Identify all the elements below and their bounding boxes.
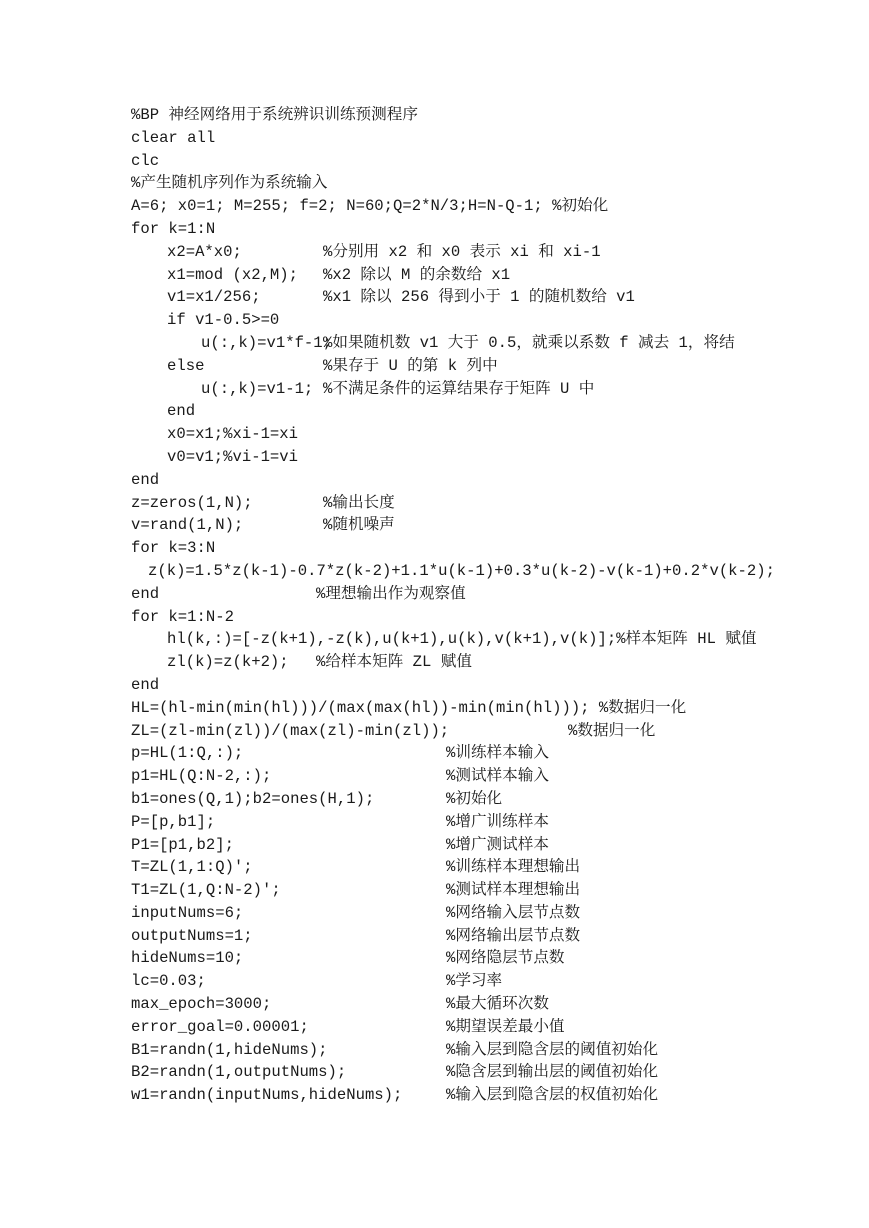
code-text: for k=1:N: [131, 219, 216, 238]
code-comment: %训练样本输入: [446, 744, 549, 763]
code-line: [0, 355, 869, 378]
code-line: [0, 856, 869, 879]
code-line: [0, 560, 869, 583]
code-text: for k=3:N: [131, 539, 216, 558]
code-comment: %隐含层到输出层的阈值初始化: [446, 1063, 659, 1082]
code-line: [0, 788, 869, 811]
code-text: P=[p,b1];: [131, 812, 216, 831]
code-text: v0=v1;%vi-1=vi: [167, 447, 299, 466]
code-line: [0, 446, 869, 469]
code-comment: %期望误差最小值: [446, 1017, 565, 1036]
code-text: %产生随机序列作为系统输入: [131, 174, 328, 193]
code-text: error_goal=0.00001;: [131, 1017, 309, 1036]
code-text: end: [131, 470, 160, 489]
code-line: [0, 309, 869, 332]
code-line: [0, 583, 869, 606]
code-text: z=zeros(1,N);: [131, 493, 253, 512]
code-text: x1=mod (x2,M);: [167, 265, 299, 284]
code-comment: %增广训练样本: [446, 812, 549, 831]
code-line: [0, 674, 869, 697]
code-text: if v1-0.5>=0: [167, 311, 280, 330]
code-text: clear all: [131, 128, 216, 147]
code-line: [0, 879, 869, 902]
code-text: T=ZL(1,1:Q)';: [131, 858, 253, 877]
code-comment: %最大循环次数: [446, 995, 549, 1014]
code-text: x0=x1;%xi-1=xi: [167, 425, 299, 444]
code-line: [0, 469, 869, 492]
code-text: u(:,k)=v1-1;: [201, 379, 314, 398]
code-text: zl(k)=z(k+2);: [167, 653, 289, 672]
code-line: [0, 697, 869, 720]
code-text: for k=1:N-2: [131, 607, 234, 626]
code-comment: %增广测试样本: [446, 835, 549, 854]
code-text: hideNums=10;: [131, 949, 244, 968]
code-text: p=HL(1:Q,:);: [131, 744, 244, 763]
code-text: w1=randn(inputNums,hideNums);: [131, 1086, 403, 1105]
code-comment: %输入层到隐含层的阈值初始化: [446, 1040, 659, 1059]
code-line: [0, 378, 869, 401]
code-line: [0, 947, 869, 970]
code-comment: %输入层到隐含层的权值初始化: [446, 1086, 659, 1105]
code-text: P1=[p1,b2];: [131, 835, 234, 854]
code-comment: %理想输出作为观察值: [316, 584, 466, 603]
code-text: else: [167, 356, 205, 375]
code-comment: %训练样本理想输出: [446, 858, 581, 877]
code-comment: %输出长度: [323, 493, 395, 512]
code-comment: %x2 除以 M 的余数给 x1: [323, 265, 511, 284]
code-line: [0, 834, 869, 857]
code-line: [0, 332, 869, 355]
code-line: [0, 720, 869, 743]
code-comment: %如果随机数 v1 大于 0.5，就乘以系数 f 减去 1，将结: [323, 333, 735, 352]
code-line: [0, 628, 869, 651]
code-text: v=rand(1,N);: [131, 516, 244, 535]
code-line: [0, 925, 869, 948]
code-line: [0, 241, 869, 264]
code-comment: %分别用 x2 和 x0 表示 xi 和 xi-1: [323, 242, 601, 261]
code-text: A=6; x0=1; M=255; f=2; N=60;Q=2*N/3;H=N-Q-1; %初始化: [131, 197, 609, 216]
code-text: inputNums=6;: [131, 903, 244, 922]
code-line: [0, 1039, 869, 1062]
code-line: [0, 993, 869, 1016]
code-line: [0, 651, 869, 674]
code-line: [0, 970, 869, 993]
code-text: max_epoch=3000;: [131, 995, 272, 1014]
code-line: [0, 765, 869, 788]
code-text: b1=ones(Q,1);b2=ones(H,1);: [131, 789, 375, 808]
code-text: p1=HL(Q:N-2,:);: [131, 767, 272, 786]
code-text: end: [167, 402, 196, 421]
code-line: [0, 902, 869, 925]
code-text: end: [131, 675, 160, 694]
code-line: [0, 264, 869, 287]
code-text: hl(k,:)=[-z(k+1),-z(k),u(k+1),u(k),v(k+1),v(k)];%样本矩阵 HL 赋值: [167, 630, 757, 649]
code-text: T1=ZL(1,Q:N-2)';: [131, 881, 281, 900]
code-comment: %不满足条件的运算结果存于矩阵 U 中: [323, 379, 595, 398]
code-line: [0, 742, 869, 765]
code-line: [0, 218, 869, 241]
code-comment: %网络隐层节点数: [446, 949, 565, 968]
code-line: [0, 537, 869, 560]
code-line: [0, 400, 869, 423]
code-line: [0, 811, 869, 834]
code-text: u(:,k)=v1*f-1;: [201, 333, 333, 352]
code-line: [0, 492, 869, 515]
code-line: [0, 1084, 869, 1107]
code-comment: %数据归一化: [568, 721, 656, 740]
code-text: B2=randn(1,outputNums);: [131, 1063, 347, 1082]
code-comment: %网络输入层节点数: [446, 903, 581, 922]
code-comment: %学习率: [446, 972, 503, 991]
code-line: [0, 1016, 869, 1039]
code-text: v1=x1/256;: [167, 288, 261, 307]
code-line: [0, 150, 869, 173]
code-text: end: [131, 584, 160, 603]
code-text: B1=randn(1,hideNums);: [131, 1040, 328, 1059]
code-line: [0, 195, 869, 218]
code-text: z(k)=1.5*z(k-1)-0.7*z(k-2)+1.1*u(k-1)+0.3*u(k-2)-v(k-1)+0.2*v(k-2);: [148, 561, 775, 580]
code-comment: %网络输出层节点数: [446, 926, 581, 945]
code-comment: %初始化: [446, 789, 503, 808]
code-document: [0, 104, 869, 1107]
code-comment: %测试样本输入: [446, 767, 549, 786]
code-text: outputNums=1;: [131, 926, 253, 945]
code-comment: %给样本矩阵 ZL 赋值: [316, 653, 472, 672]
code-comment: %随机噪声: [323, 516, 395, 535]
code-text: clc: [131, 151, 160, 170]
code-comment: %x1 除以 256 得到小于 1 的随机数给 v1: [323, 288, 635, 307]
code-text: %BP 神经网络用于系统辨识训练预测程序: [131, 106, 418, 124]
code-text: ZL=(zl-min(zl))/(max(zl)-min(zl));: [131, 721, 450, 740]
code-text: lc=0.03;: [131, 972, 206, 991]
code-line: [0, 423, 869, 446]
code-line: [0, 1061, 869, 1084]
code-line: [0, 104, 869, 127]
code-comment: %果存于 U 的第 k 列中: [323, 356, 498, 375]
code-text: x2=A*x0;: [167, 242, 242, 261]
code-line: [0, 127, 869, 150]
code-text: HL=(hl-min(min(hl)))/(max(max(hl))-min(min(hl))); %数据归一化: [131, 698, 687, 717]
code-line: [0, 286, 869, 309]
code-comment: %测试样本理想输出: [446, 881, 581, 900]
code-line: [0, 172, 869, 195]
code-line: [0, 606, 869, 629]
code-line: [0, 514, 869, 537]
